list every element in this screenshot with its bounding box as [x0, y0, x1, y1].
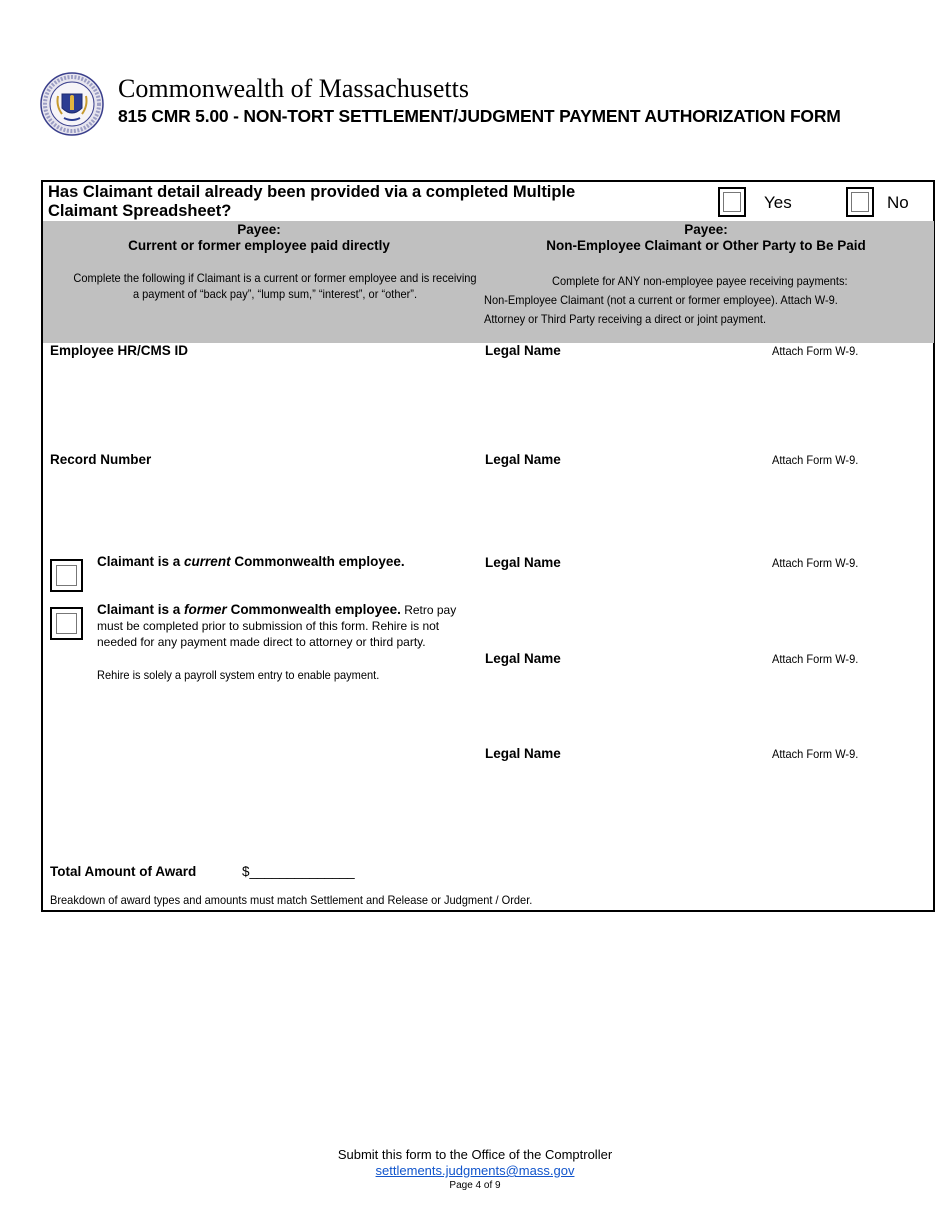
non-employee-payee-header — [476, 222, 936, 254]
legal-name-label: Legal Name — [485, 343, 561, 358]
submit-instruction: Submit this form to the Office of the Comptroller — [337, 1147, 613, 1162]
legal-name-label: Legal Name — [485, 651, 561, 666]
attach-w9-note: Attach Form W-9. — [772, 747, 859, 761]
attach-w9-note: Attach Form W-9. — [772, 652, 859, 666]
non-employee-instruction-3: Attorney or Third Party receiving a direct or joint payment. — [484, 312, 767, 326]
multiple-claimant-question: Has Claimant detail already been provided via a completed Multiple Claimant Spreadsheet? — [48, 183, 576, 220]
non-employee-instruction-1: Complete for ANY non-employee payee receiving payments: — [552, 274, 848, 288]
record-number-label: Record Number — [50, 452, 152, 467]
page-number: Page 4 of 9 — [449, 1180, 501, 1191]
form-title: 815 CMR 5.00 - NON-TORT SETTLEMENT/JUDGMENT PAYMENT AUTHORIZATION FORM — [118, 106, 841, 126]
email-line — [0, 1163, 950, 1178]
current-employee-label: Claimant is a current Commonwealth employee. — [97, 554, 405, 569]
no-label: No — [887, 193, 909, 212]
employee-hr-cms-id-label: Employee HR/CMS ID — [50, 343, 189, 358]
legal-name-label: Legal Name — [485, 555, 561, 570]
attach-w9-note: Attach Form W-9. — [772, 344, 859, 358]
attach-w9-note: Attach Form W-9. — [772, 556, 859, 570]
rehire-note: Rehire is solely a payroll system entry to enable payment. — [97, 668, 380, 682]
employee-instructions: Complete the following if Claimant is a current or former employee and is receiving a payment of “back pay”, “lump sum,” “interest”, or “other”. — [73, 271, 477, 301]
former-employee-checkbox[interactable] — [50, 607, 83, 640]
yes-checkbox[interactable] — [718, 187, 746, 217]
non-employee-payee-title: Payee: — [684, 222, 728, 237]
former-employee-label: Claimant is a former Commonwealth employee. Retro pay must be completed prior to submission of this form. Rehire is not needed for any payment made direct to attorney or third party. — [97, 602, 457, 649]
breakdown-note: Breakdown of award types and amounts must match Settlement and Release or Judgment / Order. — [50, 893, 533, 907]
comptroller-email-link[interactable]: settlements.judgments@mass.gov — [375, 1163, 575, 1178]
legal-name-label: Legal Name — [485, 452, 561, 467]
yes-label: Yes — [764, 193, 792, 212]
non-employee-instruction-2: Non-Employee Claimant (not a current or former employee). Attach W-9. — [484, 293, 838, 307]
massachusetts-seal-icon — [40, 72, 104, 136]
non-employee-payee-subtitle: Non-Employee Claimant or Other Party to Be Paid — [546, 238, 866, 253]
attach-w9-note: Attach Form W-9. — [772, 453, 859, 467]
current-employee-checkbox[interactable] — [50, 559, 83, 592]
no-checkbox[interactable] — [846, 187, 874, 217]
org-title: Commonwealth of Massachusetts — [118, 74, 469, 103]
employee-payee-header — [43, 222, 475, 254]
total-amount-field[interactable]: $______________ — [242, 864, 355, 879]
total-amount-label: Total Amount of Award — [50, 864, 197, 879]
employee-payee-title: Payee: — [237, 222, 281, 237]
legal-name-label: Legal Name — [485, 746, 561, 761]
employee-payee-subtitle: Current or former employee paid directly — [128, 238, 390, 253]
